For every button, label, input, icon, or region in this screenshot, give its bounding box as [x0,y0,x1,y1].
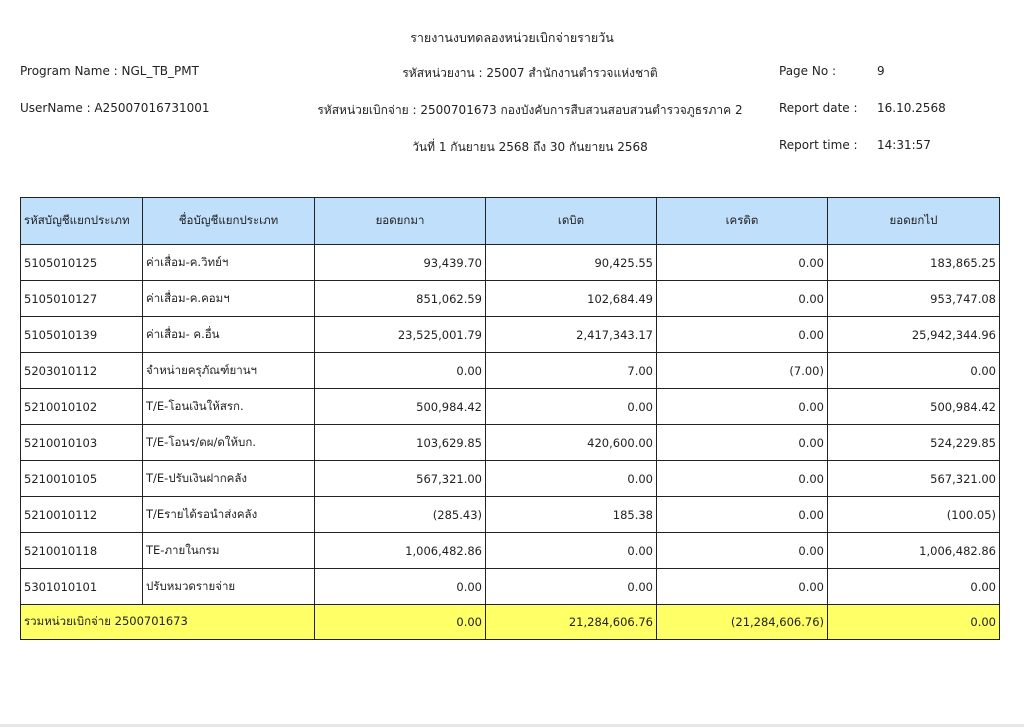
opening-cell: 93,439.70 [315,245,486,281]
total-closing: 0.00 [828,605,1000,640]
account-name-cell: T/E-ปรับเงินฝากคลัง [143,461,315,497]
account-code-cell: 5203010112 [21,353,143,389]
total-row [21,605,1000,640]
table-row [21,317,1000,353]
credit-cell: 0.00 [657,569,828,605]
credit-cell: 0.00 [657,281,828,317]
account-name-cell: T/E-โอนร/ดผ/ดให้บก. [143,425,315,461]
credit-cell: 0.00 [657,461,828,497]
report-time-label: Report time : [779,138,858,152]
disbursement-unit: รหัสหน่วยเบิกจ่าย : 2500701673 กองบังคับการสืบสวนสอบสวนตำรวจภูธรภาค 2 [317,103,743,117]
col-header-credit: เครดิต [657,198,828,245]
account-code-cell: 5301010101 [21,569,143,605]
opening-cell: 567,321.00 [315,461,486,497]
debit-cell: 102,684.49 [486,281,657,317]
account-name-cell: ค่าเสื่อม-ค.วิทย์ฯ [143,245,315,281]
opening-cell: (285.43) [315,497,486,533]
closing-cell: 500,984.42 [828,389,1000,425]
credit-cell: 0.00 [657,425,828,461]
closing-cell: 567,321.00 [828,461,1000,497]
user-name: UserName : A25007016731001 [20,101,210,115]
account-code-cell: 5210010112 [21,497,143,533]
opening-cell: 0.00 [315,353,486,389]
closing-cell: 524,229.85 [828,425,1000,461]
account-name-cell: T/Eรายได้รอนำส่งคลัง [143,497,315,533]
opening-cell: 103,629.85 [315,425,486,461]
account-name-cell: ปรับหมวดรายจ่าย [143,569,315,605]
account-code-cell: 5210010102 [21,389,143,425]
debit-cell: 420,600.00 [486,425,657,461]
col-header-account-code: รหัสบัญชีแยกประเภท [21,198,143,245]
total-credit: (21,284,606.76) [657,605,828,640]
total-opening: 0.00 [315,605,486,640]
debit-cell: 185.38 [486,497,657,533]
account-name-cell: T/E-โอนเงินให้สรก. [143,389,315,425]
table-row [21,497,1000,533]
credit-cell: (7.00) [657,353,828,389]
trial-balance-table [20,197,1000,640]
opening-cell: 0.00 [315,569,486,605]
program-name: Program Name : NGL_TB_PMT [20,64,199,78]
total-debit: 21,284,606.76 [486,605,657,640]
account-name-cell: ค่าเสื่อม- ค.อื่น [143,317,315,353]
total-label: รวมหน่วยเบิกจ่าย 2500701673 [21,605,315,640]
col-header-closing: ยอดยกไป [828,198,1000,245]
report-title: รายงานงบทดลองหน่วยเบิกจ่ายรายวัน [410,30,614,45]
credit-cell: 0.00 [657,317,828,353]
table-row [21,461,1000,497]
report-date-label: Report date : [779,101,858,115]
credit-cell: 0.00 [657,533,828,569]
table-row [21,425,1000,461]
opening-cell: 500,984.42 [315,389,486,425]
closing-cell: 953,747.08 [828,281,1000,317]
account-name-cell: TE-ภายในกรม [143,533,315,569]
debit-cell: 0.00 [486,533,657,569]
page-no-value: 9 [877,64,885,78]
closing-cell: (100.05) [828,497,1000,533]
date-range: วันที่ 1 กันยายน 2568 ถึง 30 กันยายน 2568 [412,140,648,154]
report-time-value: 14:31:57 [877,138,931,152]
account-code-cell: 5105010127 [21,281,143,317]
credit-cell: 0.00 [657,389,828,425]
debit-cell: 2,417,343.17 [486,317,657,353]
debit-cell: 0.00 [486,461,657,497]
account-name-cell: ค่าเสื่อม-ค.คอมฯ [143,281,315,317]
account-code-cell: 5210010118 [21,533,143,569]
col-header-debit: เดบิต [486,198,657,245]
opening-cell: 851,062.59 [315,281,486,317]
account-code-cell: 5210010103 [21,425,143,461]
credit-cell: 0.00 [657,497,828,533]
table-row [21,245,1000,281]
closing-cell: 0.00 [828,353,1000,389]
closing-cell: 25,942,344.96 [828,317,1000,353]
debit-cell: 7.00 [486,353,657,389]
account-code-cell: 5105010139 [21,317,143,353]
col-header-account-name: ชื่อบัญชีแยกประเภท [143,198,315,245]
table-row [21,569,1000,605]
account-code-cell: 5210010105 [21,461,143,497]
table-row [21,389,1000,425]
report-date-value: 16.10.2568 [877,101,946,115]
debit-cell: 90,425.55 [486,245,657,281]
table-header-row [21,198,1000,245]
table-row [21,353,1000,389]
closing-cell: 0.00 [828,569,1000,605]
account-name-cell: จำหน่ายครุภัณฑ์ยานฯ [143,353,315,389]
account-code-cell: 5105010125 [21,245,143,281]
closing-cell: 1,006,482.86 [828,533,1000,569]
opening-cell: 23,525,001.79 [315,317,486,353]
agency-code: รหัสหน่วยงาน : 25007 สำนักงานตำรวจแห่งชาติ [402,66,658,80]
credit-cell: 0.00 [657,245,828,281]
debit-cell: 0.00 [486,389,657,425]
closing-cell: 183,865.25 [828,245,1000,281]
opening-cell: 1,006,482.86 [315,533,486,569]
table-row [21,533,1000,569]
debit-cell: 0.00 [486,569,657,605]
page-no-label: Page No : [779,64,837,78]
table-row [21,281,1000,317]
col-header-opening: ยอดยกมา [315,198,486,245]
